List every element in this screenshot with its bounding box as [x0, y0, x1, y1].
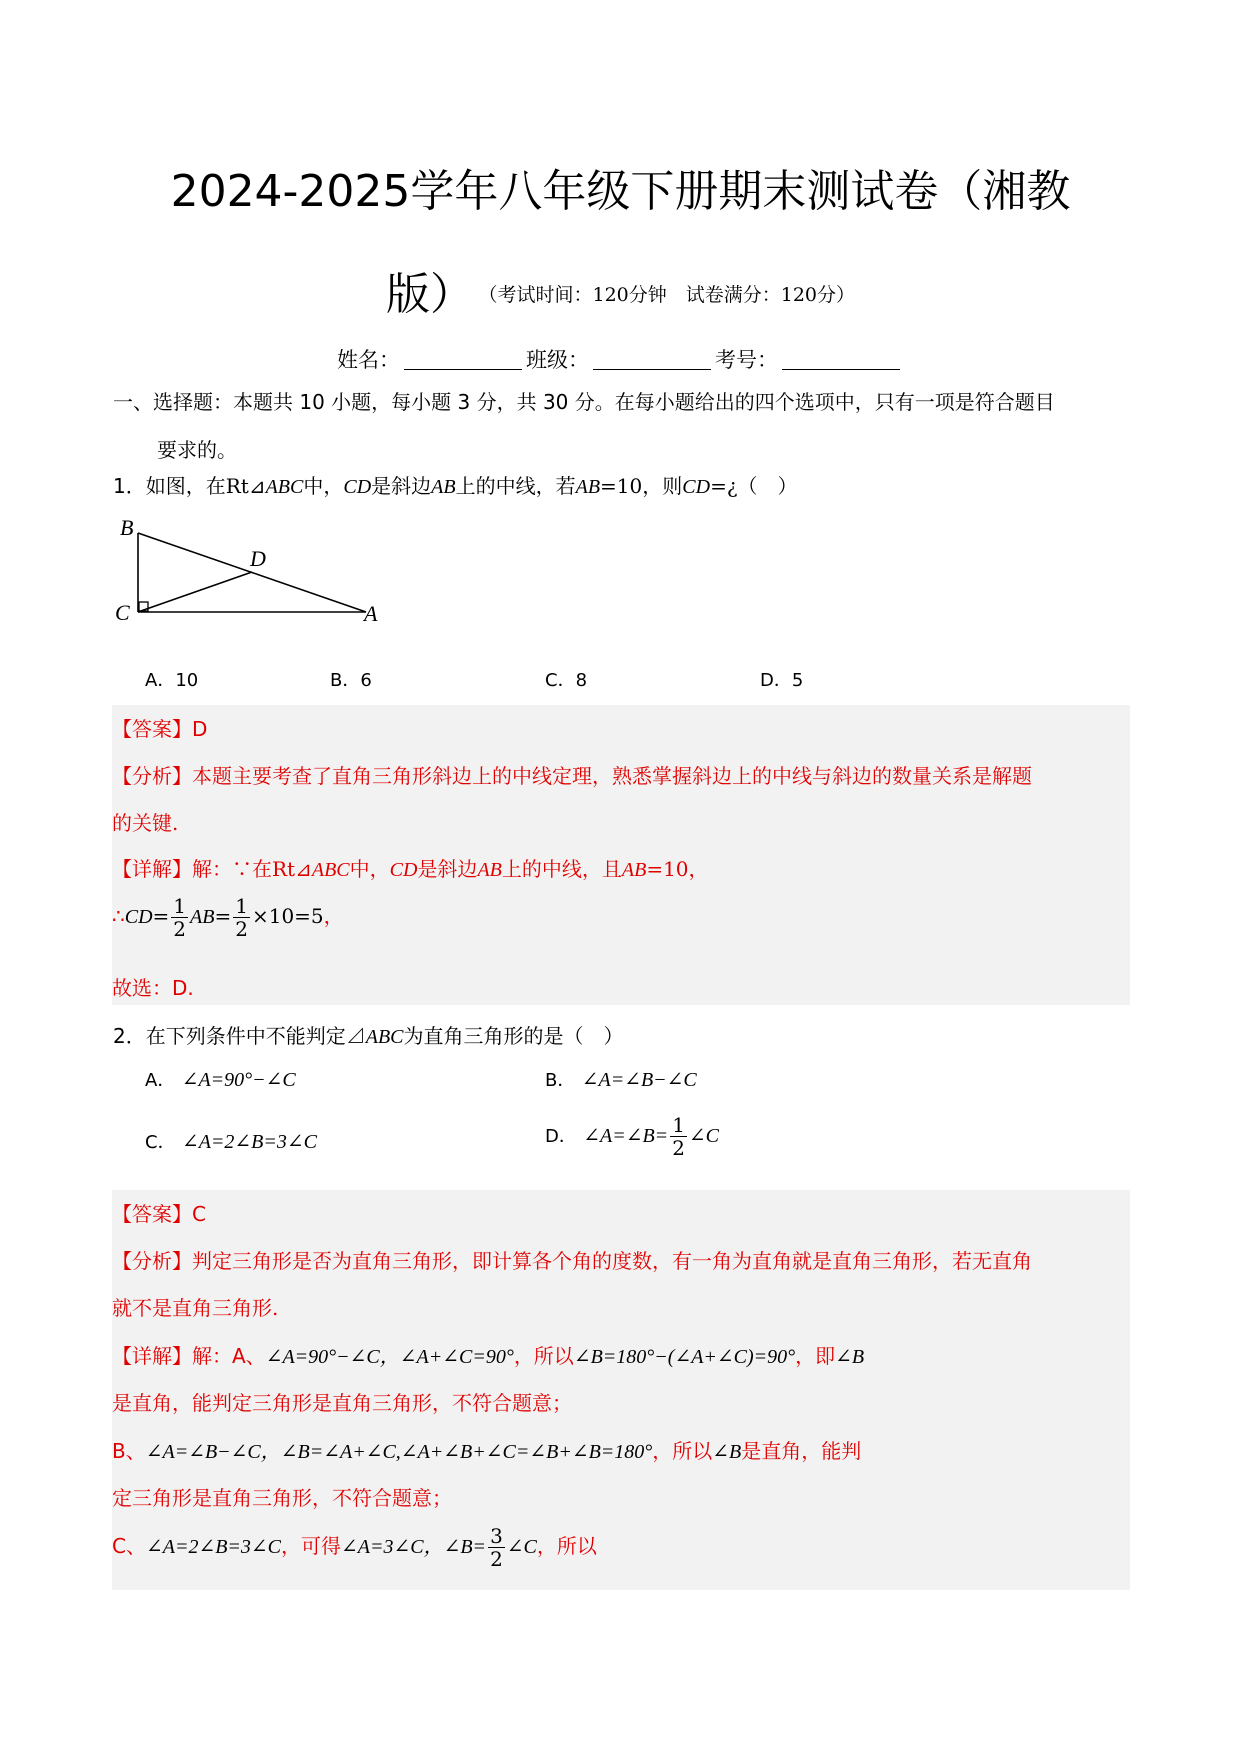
label-b: B: [120, 515, 134, 540]
choose-line: 故选：D.: [112, 976, 194, 1000]
option-a[interactable]: A．10: [145, 670, 199, 691]
stem-text: 中，: [303, 474, 344, 498]
section-heading-line2: 要求的。: [157, 438, 237, 462]
student-info-line: [0, 344, 1241, 374]
id-blank[interactable]: [782, 349, 900, 370]
math-ab: AB: [575, 476, 601, 498]
stem-text: =¿（ ）: [710, 474, 798, 498]
label-d: D: [250, 546, 266, 571]
detail-line2: ∴CD= $\frac{1}{2}$ AB= $\frac{1}{2}$ ×10=5，: [112, 894, 344, 941]
answer-line: 【答案】C: [112, 1202, 206, 1226]
page-title-tail: 版）: [385, 269, 474, 320]
answer-line: 【答案】D: [112, 717, 208, 741]
detail-a-line2: 是直角，能判定三角形是直角三角形，不符合题意；: [112, 1391, 572, 1415]
detail-b-line1: B、∠A=∠B−∠C，∠B=∠A+∠C,∠A+∠B+∠C=∠B+∠B=180°，所以∠B是直角，能判: [112, 1439, 862, 1463]
stem-text: 是斜边: [371, 474, 432, 498]
class-blank[interactable]: [593, 349, 711, 370]
class-label: 班级：: [526, 348, 589, 372]
option-b[interactable]: B．6: [330, 670, 372, 691]
page-title-line2: [0, 258, 1241, 322]
stem-text: 上的中线，若: [455, 474, 576, 498]
detail-b-line2: 定三角形是直角三角形，不符合题意；: [112, 1486, 452, 1510]
q2-option-c[interactable]: C． ∠A=2∠B=3∠C: [145, 1131, 317, 1153]
math-cd: CD: [682, 476, 711, 498]
analysis-line1: 【分析】本题主要考查了直角三角形斜边上的中线定理，熟悉掌握斜边上的中线与斜边的数量关系是解题: [112, 764, 1032, 788]
question-1-stem: [113, 470, 798, 499]
analysis-line2: 的关键.: [112, 811, 179, 835]
math-cd: CD: [343, 476, 372, 498]
question-2-stem: 2．在下列条件中不能判定⊿ABC为直角三角形的是（ ）: [113, 1024, 624, 1048]
id-label: 考号：: [715, 348, 778, 372]
detail-c-line1: C、∠A=2∠B=3∠C，可得∠A=3∠C，∠B= $\frac{3}{2}$ ∠C，所以: [112, 1524, 597, 1571]
detail-line1: 【详解】解：∵在Rt⊿ABC中，CD是斜边AB上的中线，且AB=10，: [112, 857, 709, 881]
median-cd: [138, 572, 252, 612]
stem-text: =10，则: [600, 474, 683, 498]
triangle-figure: [110, 515, 390, 630]
option-c[interactable]: C．8: [545, 670, 588, 691]
q2-option-d[interactable]: D． ∠A=∠B= $\frac{1}{2}$ ∠C: [545, 1113, 720, 1160]
label-a: A: [364, 601, 378, 626]
q2-option-b[interactable]: B． ∠A=∠B−∠C: [545, 1069, 697, 1091]
page-title-line1: 2024-2025学年八年级下册期末测试卷（湘教: [170, 166, 1071, 217]
math-abc: ABC: [265, 476, 304, 498]
exam-meta: （考试时间：120分钟 试卷满分：120分）: [487, 284, 856, 306]
detail-a-line1: 【详解】解：A、∠A=90°−∠C，∠A+∠C=90°，所以∠B=180°−(∠A+∠C)=90°，即∠B: [112, 1344, 865, 1368]
label-c: C: [115, 600, 130, 625]
question-number: 1．: [113, 474, 146, 498]
option-d[interactable]: D．5: [760, 670, 804, 691]
name-label: 姓名：: [337, 348, 400, 372]
analysis-line2: 就不是直角三角形.: [112, 1296, 279, 1320]
q2-option-a[interactable]: A． ∠A=90°−∠C: [145, 1069, 296, 1091]
answer-box-q2: [112, 1190, 1130, 1590]
answer-box-q1: [112, 705, 1130, 1005]
section-heading: [113, 378, 1133, 474]
name-blank[interactable]: [404, 349, 522, 370]
stem-text: 如图，在Rt⊿: [145, 474, 266, 498]
math-ab: AB: [431, 476, 456, 498]
section-heading-line1: 一、选择题：本题共 10 小题，每小题 3 分，共 30 分。在每小题给出的四个选项中，只有一项是符合题目: [113, 390, 1055, 414]
analysis-line1: 【分析】判定三角形是否为直角三角形，即计算各个角的度数，有一角为直角就是直角三角形，若无直角: [112, 1249, 1032, 1273]
